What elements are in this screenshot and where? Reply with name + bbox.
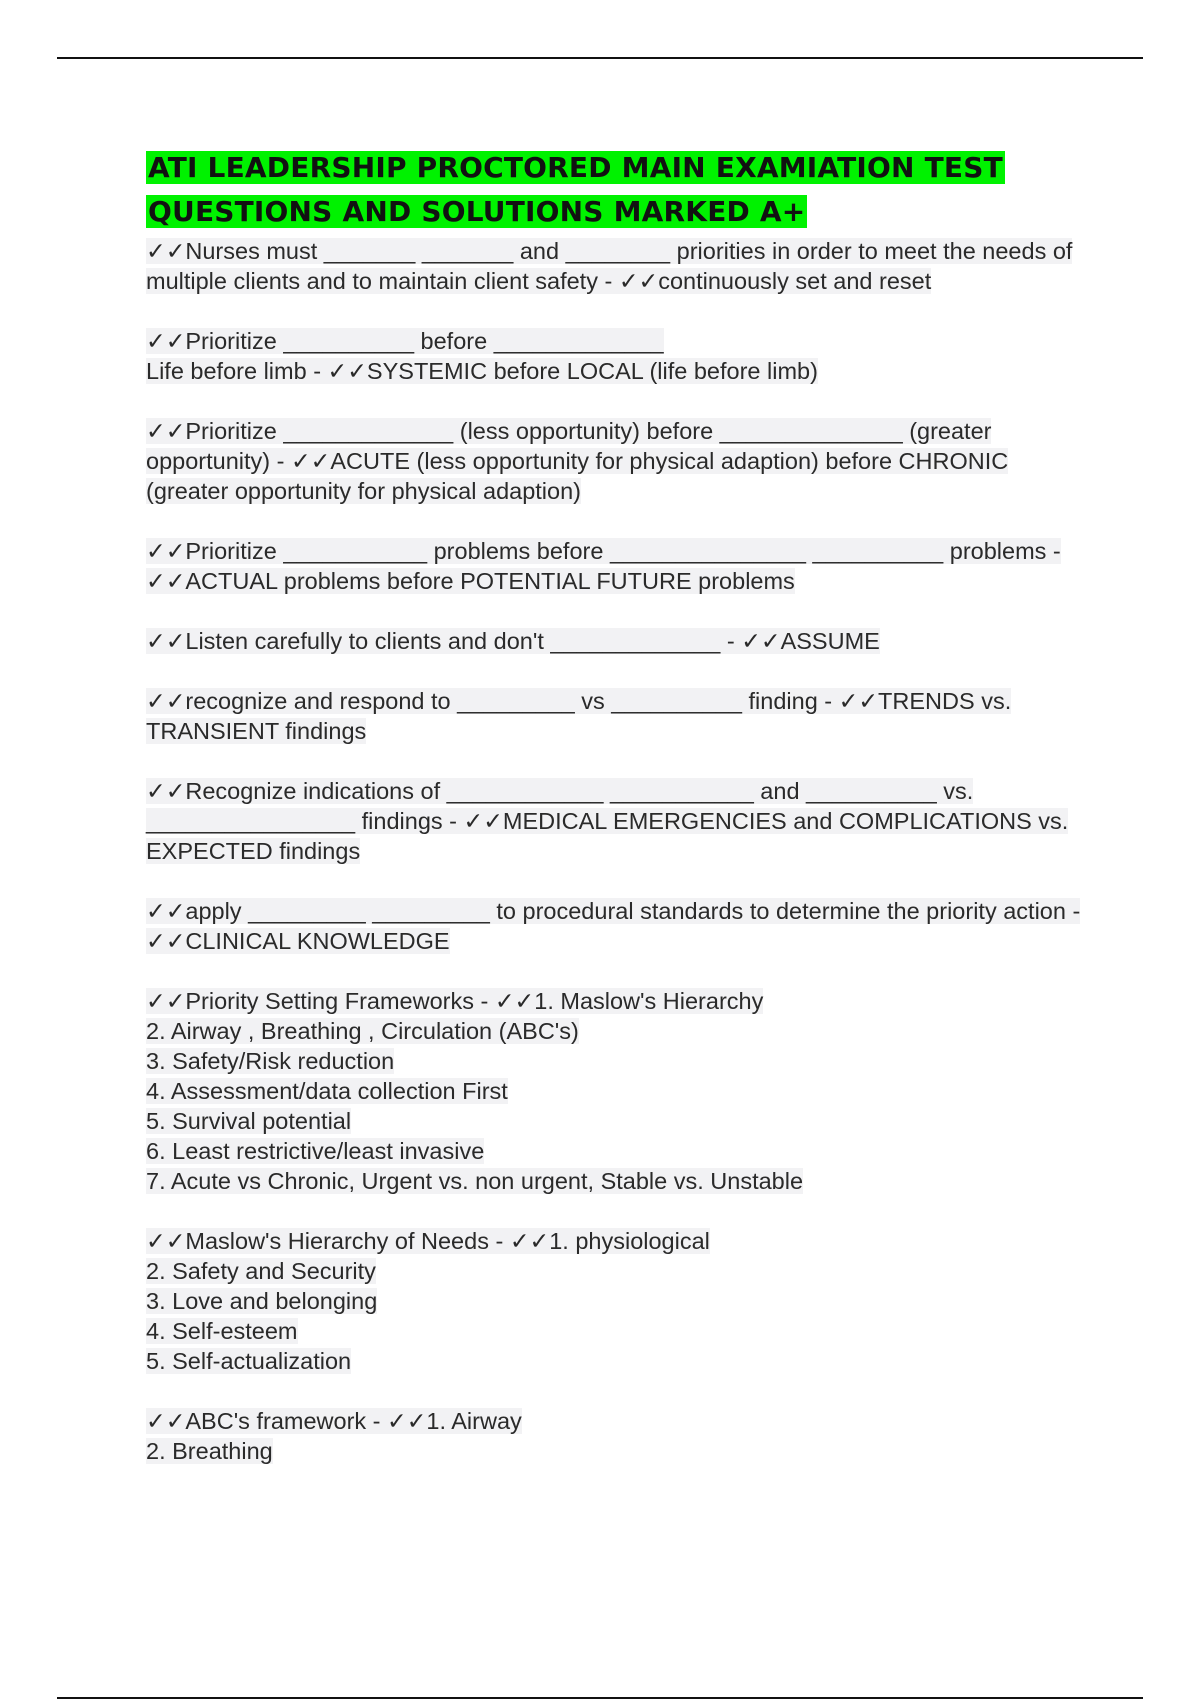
qa-line: ✓✓Nurses must _______ _______ and ________ priorities in order to meet the needs of: [146, 238, 1073, 264]
qa-line: 2. Safety and Security: [146, 1258, 376, 1284]
qa-item: [146, 1226, 1106, 1376]
qa-line: ________________ findings - ✓✓MEDICAL EMERGENCIES and COMPLICATIONS vs.: [146, 808, 1069, 834]
qa-item: [146, 236, 1106, 296]
qa-line: TRANSIENT findings: [146, 718, 367, 744]
qa-item: [146, 626, 1106, 656]
qa-line: ✓✓Priority Setting Frameworks - ✓✓1. Maslow's Hierarchy: [146, 988, 764, 1014]
qa-line: 4. Assessment/data collection First: [146, 1078, 508, 1104]
qa-line: 2. Breathing: [146, 1438, 273, 1464]
top-rule: [57, 57, 1143, 59]
qa-line: 3. Love and belonging: [146, 1288, 378, 1314]
qa-line: ✓✓CLINICAL KNOWLEDGE: [146, 928, 450, 954]
qa-item: [146, 416, 1106, 506]
qa-line: ✓✓apply _________ _________ to procedural standards to determine the priority action -: [146, 898, 1081, 924]
qa-line: ✓✓Maslow's Hierarchy of Needs - ✓✓1. physiological: [146, 1228, 710, 1254]
bottom-rule: [57, 1697, 1143, 1699]
qa-line: ✓✓ABC's framework - ✓✓1. Airway: [146, 1408, 522, 1434]
document-page: [146, 146, 1106, 1496]
qa-line: 7. Acute vs Chronic, Urgent vs. non urgent, Stable vs. Unstable: [146, 1168, 804, 1194]
qa-item: [146, 686, 1106, 746]
qa-line: ✓✓Listen carefully to clients and don't _____________ - ✓✓ASSUME: [146, 628, 880, 654]
qa-line: 5. Self-actualization: [146, 1348, 352, 1374]
qa-item: [146, 776, 1106, 866]
qa-line: 3. Safety/Risk reduction: [146, 1048, 395, 1074]
qa-line: 2. Airway , Breathing , Circulation (ABC's): [146, 1018, 579, 1044]
qa-line: 5. Survival potential: [146, 1108, 352, 1134]
qa-line: Life before limb - ✓✓SYSTEMIC before LOCAL (life before limb): [146, 358, 818, 384]
qa-item: [146, 1406, 1106, 1466]
qa-item: [146, 536, 1106, 596]
title-line-2: QUESTIONS AND SOLUTIONS MARKED A+: [148, 195, 806, 228]
qa-line: opportunity) - ✓✓ACUTE (less opportunity for physical adaption) before CHRONIC: [146, 448, 1009, 474]
qa-line: 4. Self-esteem: [146, 1318, 298, 1344]
qa-item: [146, 326, 1106, 386]
qa-line: ✓✓Prioritize __________ before _____________: [146, 328, 664, 354]
qa-line: multiple clients and to maintain client safety - ✓✓continuously set and reset: [146, 268, 932, 294]
qa-line: ✓✓Recognize indications of ____________ ___________ and __________ vs.: [146, 778, 974, 804]
qa-line: ✓✓Prioritize ___________ problems before _______________ __________ problems -: [146, 538, 1061, 564]
qa-line: ✓✓ACTUAL problems before POTENTIAL FUTURE problems: [146, 568, 795, 594]
qa-line: (greater opportunity for physical adaption): [146, 478, 581, 504]
qa-line: EXPECTED findings: [146, 838, 361, 864]
qa-item: [146, 896, 1106, 956]
document-title: [146, 146, 1106, 234]
qa-line: ✓✓recognize and respond to _________ vs __________ finding - ✓✓TRENDS vs.: [146, 688, 1012, 714]
qa-item: [146, 986, 1106, 1196]
qa-line: 6. Least restrictive/least invasive: [146, 1138, 485, 1164]
qa-line: ✓✓Prioritize _____________ (less opportunity) before ______________ (greater: [146, 418, 992, 444]
title-line-1: ATI LEADERSHIP PROCTORED MAIN EXAMIATION TEST: [148, 151, 1003, 184]
qa-list: [146, 236, 1106, 1466]
